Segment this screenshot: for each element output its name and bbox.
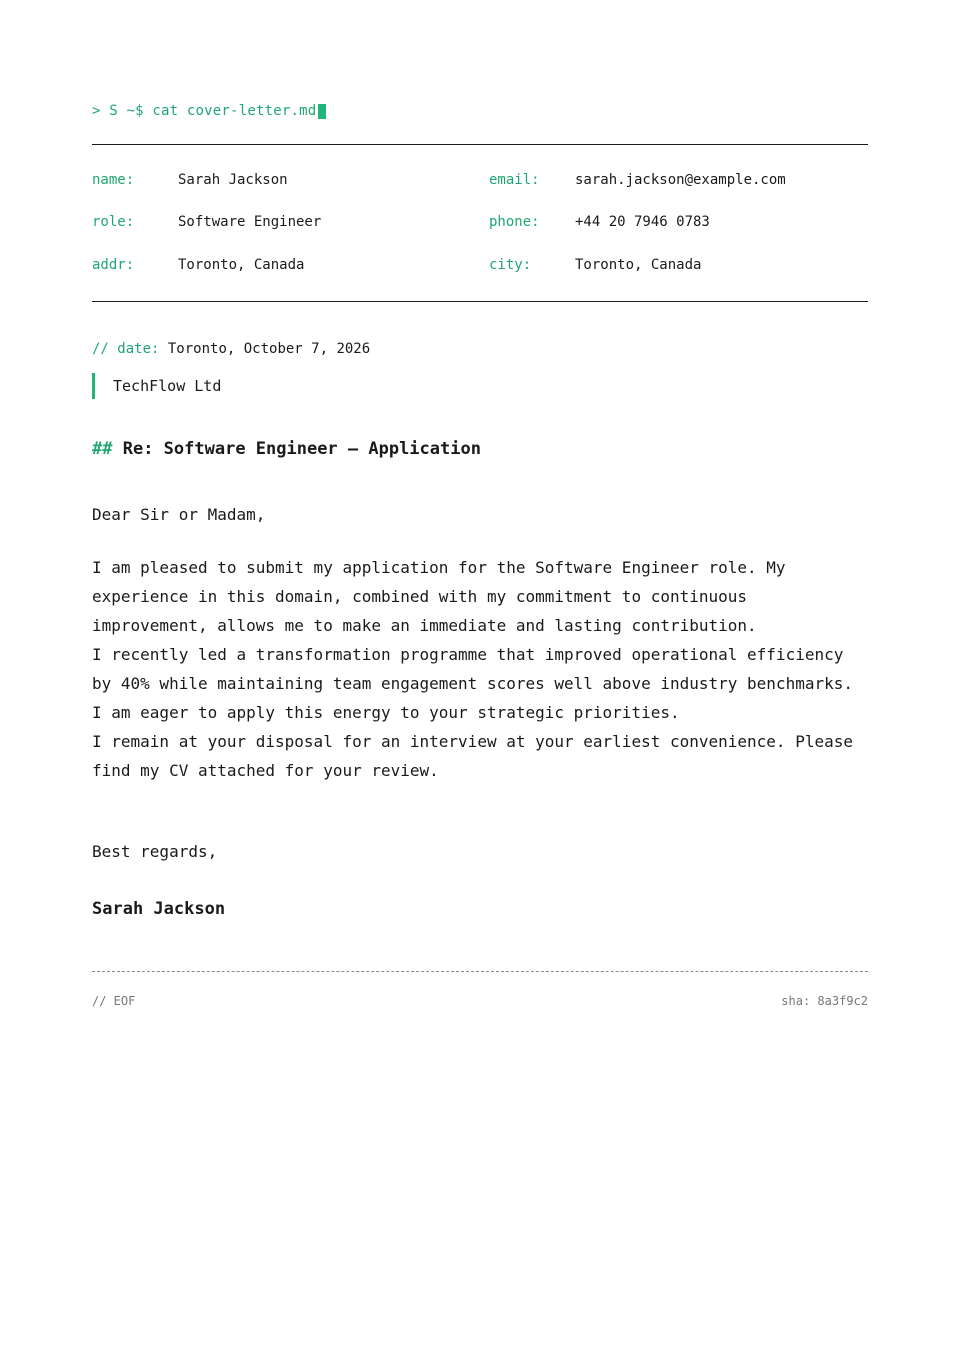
eof-marker: // EOF xyxy=(92,994,136,1008)
footer-divider xyxy=(92,971,868,972)
body-paragraph: I recently led a transformation programme that improved operational efficiency by 40% while maintaining team engagement scores well above industry benchmarks. I am eager to apply this energy to your strategic priorities. xyxy=(92,645,853,722)
field-label: email: xyxy=(489,172,540,188)
field-value: Sarah Jackson xyxy=(178,172,288,188)
header-divider-top xyxy=(92,144,868,145)
contact-email xyxy=(489,172,786,188)
subject-text: Re: Software Engineer — Application xyxy=(122,439,481,459)
footer xyxy=(92,994,868,1008)
field-value: sarah.jackson@example.com xyxy=(575,172,786,188)
field-label: role: xyxy=(92,214,135,230)
letter-body xyxy=(92,553,868,785)
contact-city xyxy=(489,257,701,273)
field-label: addr: xyxy=(92,257,135,273)
field-value: +44 20 7946 0783 xyxy=(575,214,710,230)
heading-marker: ## xyxy=(92,439,113,459)
date-label: // date: xyxy=(92,341,160,357)
sha-hash: sha: 8a3f9c2 xyxy=(781,994,868,1008)
subject-heading xyxy=(92,439,481,459)
block-cursor-icon xyxy=(318,104,326,119)
body-paragraph: I remain at your disposal for an interview at your earliest convenience. Please find my CV attached for your review. xyxy=(92,732,853,780)
field-label: name: xyxy=(92,172,135,188)
field-label: city: xyxy=(489,257,532,273)
contact-name xyxy=(92,172,288,188)
prompt-text: > S ~$ cat cover-letter.md xyxy=(92,103,317,119)
closing: Best regards, xyxy=(92,842,218,861)
body-paragraph: I am pleased to submit my application for the Software Engineer role. My experience in this domain, combined with my commitment to continuous improvement, allows me to make an immediate and lasting contribution. xyxy=(92,558,786,635)
terminal-prompt xyxy=(92,103,326,119)
header-divider-bottom xyxy=(92,301,868,302)
signature: Sarah Jackson xyxy=(92,899,226,919)
recipient: TechFlow Ltd xyxy=(92,373,221,399)
field-value: Toronto, Canada xyxy=(575,257,702,273)
contact-role xyxy=(92,214,321,230)
letter-date xyxy=(92,341,370,357)
field-value: Toronto, Canada xyxy=(178,257,305,273)
greeting: Dear Sir or Madam, xyxy=(92,505,266,524)
contact-phone xyxy=(489,214,710,230)
contact-address xyxy=(92,257,304,273)
date-value: Toronto, October 7, 2026 xyxy=(167,341,371,357)
field-value: Software Engineer xyxy=(178,214,322,230)
field-label: phone: xyxy=(489,214,540,230)
